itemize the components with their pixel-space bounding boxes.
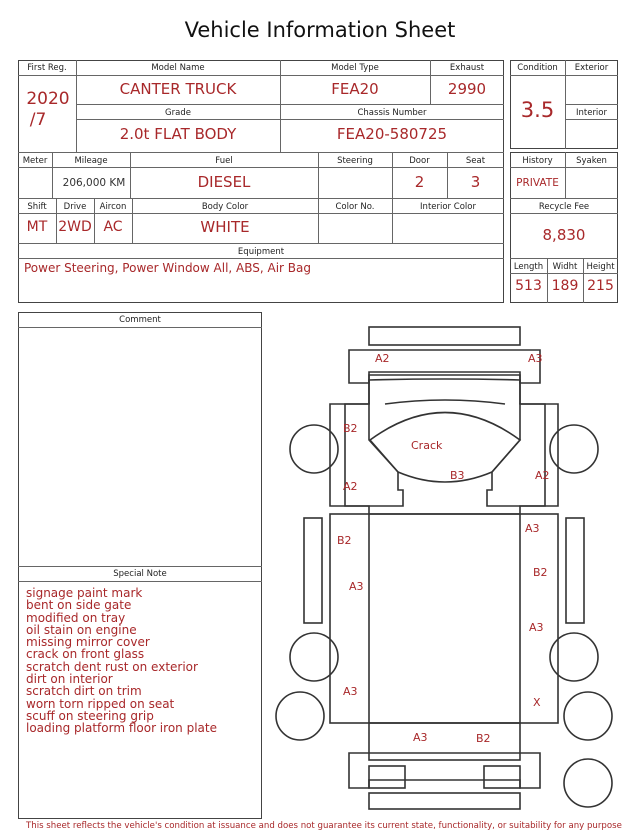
model-type-value: FEA20 (331, 80, 379, 98)
exhaust-label: Exhaust (449, 63, 485, 73)
disclaimer-footer: This sheet reflects the vehicle's condition at issuance and does not guarantee its current state, functionality, or suitability for any purpose (26, 821, 622, 831)
history-value: PRIVATE (516, 177, 559, 189)
color-no-label: Color No. (335, 202, 375, 212)
body-color-value: WHITE (200, 218, 250, 236)
rear-bar (369, 793, 520, 809)
door-label: Door (409, 156, 430, 166)
page-title: Vehicle Information Sheet (184, 18, 456, 42)
damage-mark: B2 (476, 732, 491, 745)
cab-outline (330, 375, 558, 514)
special-note-label: Special Note (113, 569, 167, 579)
damage-mark: A3 (343, 685, 358, 698)
list-item: missing mirror cover (26, 635, 150, 650)
damage-mark: A3 (529, 621, 544, 634)
tailgate (369, 723, 520, 760)
history-label: History (522, 156, 553, 166)
rear-bumper (349, 753, 540, 788)
special-notes-list (26, 587, 217, 735)
first-reg-label: First Reg. (27, 63, 67, 73)
equipment-label: Equipment (237, 247, 285, 257)
bed-outline (330, 514, 558, 723)
damage-mark: B2 (533, 566, 548, 579)
seat-label: Seat (465, 156, 486, 166)
shift-value: MT (26, 219, 48, 235)
length-label: Length (513, 262, 544, 272)
list-item: worn torn ripped on seat (26, 696, 175, 711)
chassis-number-value: FEA20-580725 (336, 125, 448, 143)
list-item: loading platform floor iron plate (26, 721, 217, 736)
list-item: bent on side gate (26, 598, 132, 613)
left-side-panel (304, 518, 322, 623)
model-name-value: CANTER TRUCK (119, 80, 237, 98)
mileage-value: 206,000 KM (62, 177, 126, 189)
exhaust-value: 2990 (447, 80, 487, 98)
mileage-label: Mileage (74, 156, 108, 166)
damage-mark: A2 (535, 469, 550, 482)
body-color-label: Body Color (201, 202, 249, 212)
steering-label: Steering (337, 156, 373, 166)
damage-mark: B3 (450, 469, 465, 482)
condition-value: 3.5 (520, 98, 555, 122)
spare-wheel (564, 759, 612, 807)
recycle-fee-value: 8,830 (542, 226, 586, 244)
list-item: scuff on steering grip (26, 708, 154, 723)
fuel-label: Fuel (215, 156, 233, 166)
damage-mark: B2 (343, 422, 358, 435)
recycle-fee-label: Recycle Fee (538, 202, 590, 212)
windshield (370, 413, 520, 483)
equipment-value: Power Steering, Power Window All, ABS, Air Bag (24, 261, 312, 275)
rear-left-wheel-2 (276, 692, 324, 740)
aircon-label: Aircon (99, 202, 127, 212)
seat-value: 3 (470, 173, 481, 191)
list-item: modified on tray (26, 610, 126, 625)
width-value: 189 (551, 278, 579, 294)
comment-label: Comment (119, 315, 161, 325)
front-bar (369, 327, 520, 345)
first-reg-month-value: /7 (29, 110, 47, 130)
meter-label: Meter (22, 156, 48, 166)
width-label: Widht (552, 262, 578, 272)
drive-value: 2WD (58, 219, 92, 235)
first-reg-year-value: 2020 (26, 89, 70, 109)
syaken-label: Syaken (576, 156, 607, 166)
right-side-panel (566, 518, 584, 623)
rear-right-wheel-2 (564, 692, 612, 740)
length-value: 513 (515, 278, 542, 294)
grade-value: 2.0t FLAT BODY (119, 125, 237, 143)
list-item: oil stain on engine (26, 622, 137, 637)
list-item: signage paint mark (26, 586, 143, 600)
shift-label: Shift (27, 202, 47, 212)
damage-mark: A3 (525, 522, 540, 535)
list-item: scratch dent rust on exterior (26, 659, 198, 674)
aircon-value: AC (103, 219, 123, 235)
list-item: crack on front glass (26, 647, 145, 662)
damage-mark: B2 (337, 534, 352, 547)
door-value: 2 (414, 173, 425, 191)
list-item: scratch dirt on trim (26, 684, 142, 699)
grade-label: Grade (165, 108, 191, 118)
model-type-label: Model Type (331, 63, 379, 73)
fuel-value: DIESEL (197, 173, 251, 191)
interior-color-label: Interior Color (420, 202, 476, 212)
list-item: dirt on interior (26, 672, 113, 687)
damage-mark: A2 (343, 480, 358, 493)
height-label: Height (586, 262, 615, 272)
exterior-label: Exterior (574, 63, 609, 73)
model-name-label: Model Name (151, 63, 205, 73)
damage-mark: A3 (349, 580, 364, 593)
damage-mark: A3 (528, 352, 543, 365)
height-value: 215 (587, 278, 614, 294)
condition-label: Condition (517, 63, 558, 73)
interior-label: Interior (575, 108, 607, 118)
damage-mark: A3 (413, 731, 428, 744)
damage-mark: X (533, 696, 541, 709)
drive-label: Drive (63, 202, 87, 212)
truck-damage-diagram (268, 318, 628, 818)
damage-mark: A2 (375, 352, 390, 365)
chassis-number-label: Chassis Number (357, 108, 427, 118)
damage-mark: Crack (411, 439, 443, 452)
